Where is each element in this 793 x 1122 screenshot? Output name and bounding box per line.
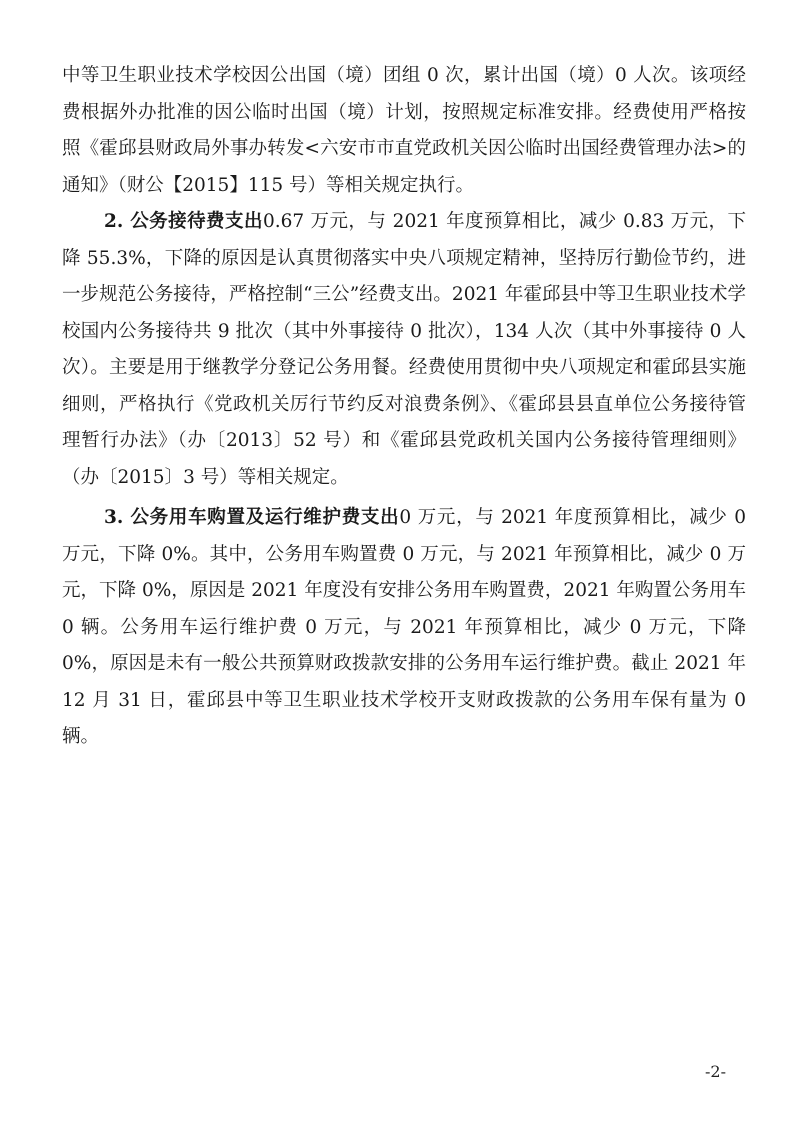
paragraph-official-reception xyxy=(62,204,746,496)
page-number: -2- xyxy=(705,1062,726,1081)
section-heading-reception: 2. 公务接待费支出 xyxy=(104,211,263,232)
section-body-vehicles: 0 万元，与 2021 年度预算相比，减少 0 万元，下降 0%。其中，公务用车购置费 0 万元，与 2021 年预算相比，减少 0 万元，下降 0%，原因是 2021 年度没有安排公务用车购置费，2021 年购置公务用车 0 辆。公务用车运行维护费 0 万元，与 2021 年预算相比，减少 0 万元，下降 0%，原因是未有一般公共预算财政拨款安排的公务用车运行维护费。截止 2021 年 12 月 31 日，霍邱县中等卫生职业技术学校开支财政拨款的公务用车保有量为 0 辆。 xyxy=(62,507,746,747)
paragraph-overseas-travel: 中等卫生职业技术学校因公出国（境）团组 0 次，累计出国（境）0 人次。该项经费根据外办批准的因公临时出国（境）计划，按照规定标准安排。经费使用严格按照《霍邱县财政局外事办转发<六安市市直党政机关因公临时出国经费管理办法>的通知》（财公【2015】115 号）等相关规定执行。 xyxy=(62,65,746,196)
paragraph-official-vehicles xyxy=(62,500,746,756)
document-body xyxy=(62,58,746,756)
section-heading-vehicles: 3. 公务用车购置及运行维护费支出 xyxy=(104,507,400,528)
section-body-reception: 0.67 万元，与 2021 年度预算相比，减少 0.83 万元，下降 55.3%，下降的原因是认真贯彻落实中央八项规定精神，坚持厉行勤俭节约，进一步规范公务接待，严格控制“三公”经费支出。2021 年霍邱县中等卫生职业技术学校国内公务接待共 9 批次（其中外事接待 0 批次），134 人次（其中外事接待 0 人次）。主要是用于继教学分登记公务用餐。经费使用贯彻中央八项规定和霍邱县实施细则，严格执行《党政机关厉行节约反对浪费条例》、《霍邱县县直单位公务接待管理暂行办法》（办〔2013〕52 号）和《霍邱县党政机关国内公务接待管理细则》（办〔2015〕3 号）等相关规定。 xyxy=(62,211,746,488)
